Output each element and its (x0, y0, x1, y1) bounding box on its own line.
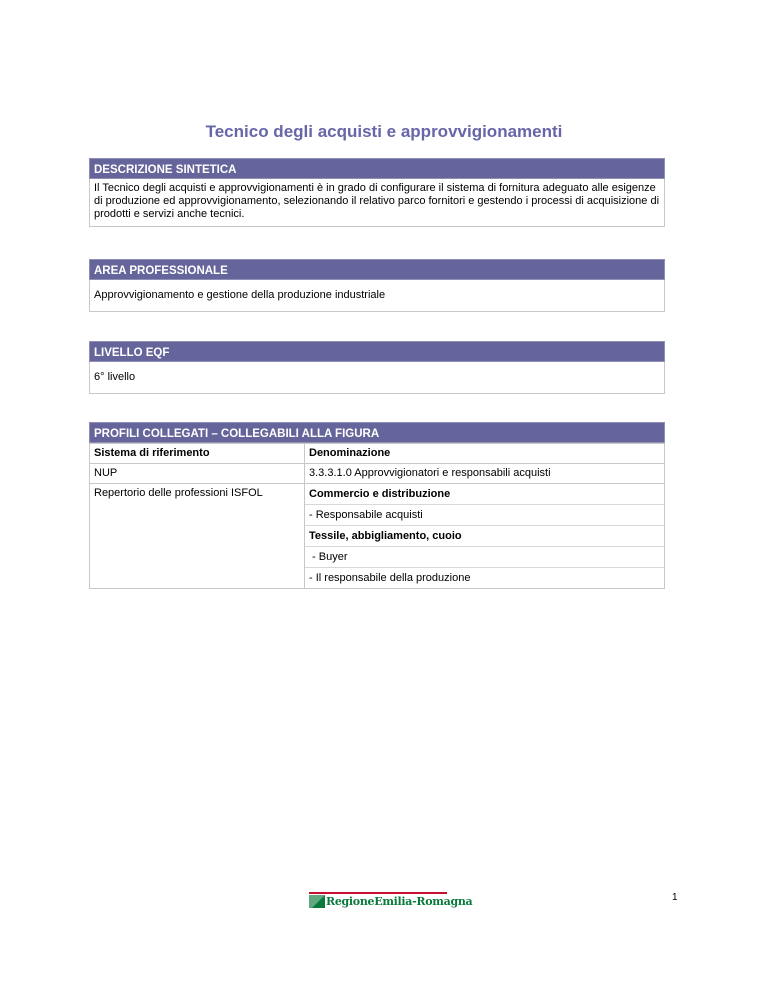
section-area-professionale (89, 259, 665, 312)
column-header-sistema: Sistema di riferimento (90, 444, 305, 464)
list-item: - Buyer (305, 547, 664, 568)
section-profili-collegati (89, 422, 665, 589)
list-item: Tessile, abbigliamento, cuoio (305, 526, 664, 547)
list-item: - Responsabile acquisti (305, 505, 664, 526)
section-body: 6° livello (89, 362, 665, 394)
cell-denominazione-list (305, 484, 665, 589)
section-header: DESCRIZIONE SINTETICA (89, 158, 665, 179)
logo-bar (309, 892, 447, 894)
regione-emblem-icon (309, 895, 325, 908)
list-item: Commercio e distribuzione (305, 484, 664, 505)
list-item: - Il responsabile della produzione (309, 572, 471, 584)
table-row (90, 484, 665, 589)
column-header-denominazione: Denominazione (305, 444, 665, 464)
cell-sistema: Repertorio delle professioni ISFOL (90, 484, 305, 589)
regione-logo (309, 892, 473, 910)
section-header: AREA PROFESSIONALE (89, 259, 665, 280)
cell-denominazione: 3.3.3.1.0 Approvvigionatori e responsabili acquisti (305, 464, 665, 484)
page-title: Tecnico degli acquisti e approvvigionamenti (205, 122, 563, 141)
profiles-table (89, 443, 665, 589)
cell-sistema: NUP (90, 464, 305, 484)
logo-text: RegioneEmilia-Romagna (326, 895, 473, 908)
table-row (90, 464, 665, 484)
section-header: PROFILI COLLEGATI – COLLEGABILI ALLA FIGURA (89, 422, 665, 443)
section-livello-eqf (89, 341, 665, 394)
table-header-row (90, 444, 665, 464)
section-descrizione (89, 158, 665, 227)
section-header: LIVELLO EQF (89, 341, 665, 362)
section-body: Il Tecnico degli acquisti e approvvigionamenti è in grado di configurare il sistema di fornitura adeguato alle esigenze di produzione ed approvvigionamento, selezionando il relativo parco fornitori e gestendo i processi di acquisizione di prodotti e servizi anche tecnici. (89, 179, 665, 227)
section-body: Approvvigionamento e gestione della produzione industriale (89, 280, 665, 312)
page-number: 1 (672, 892, 678, 903)
